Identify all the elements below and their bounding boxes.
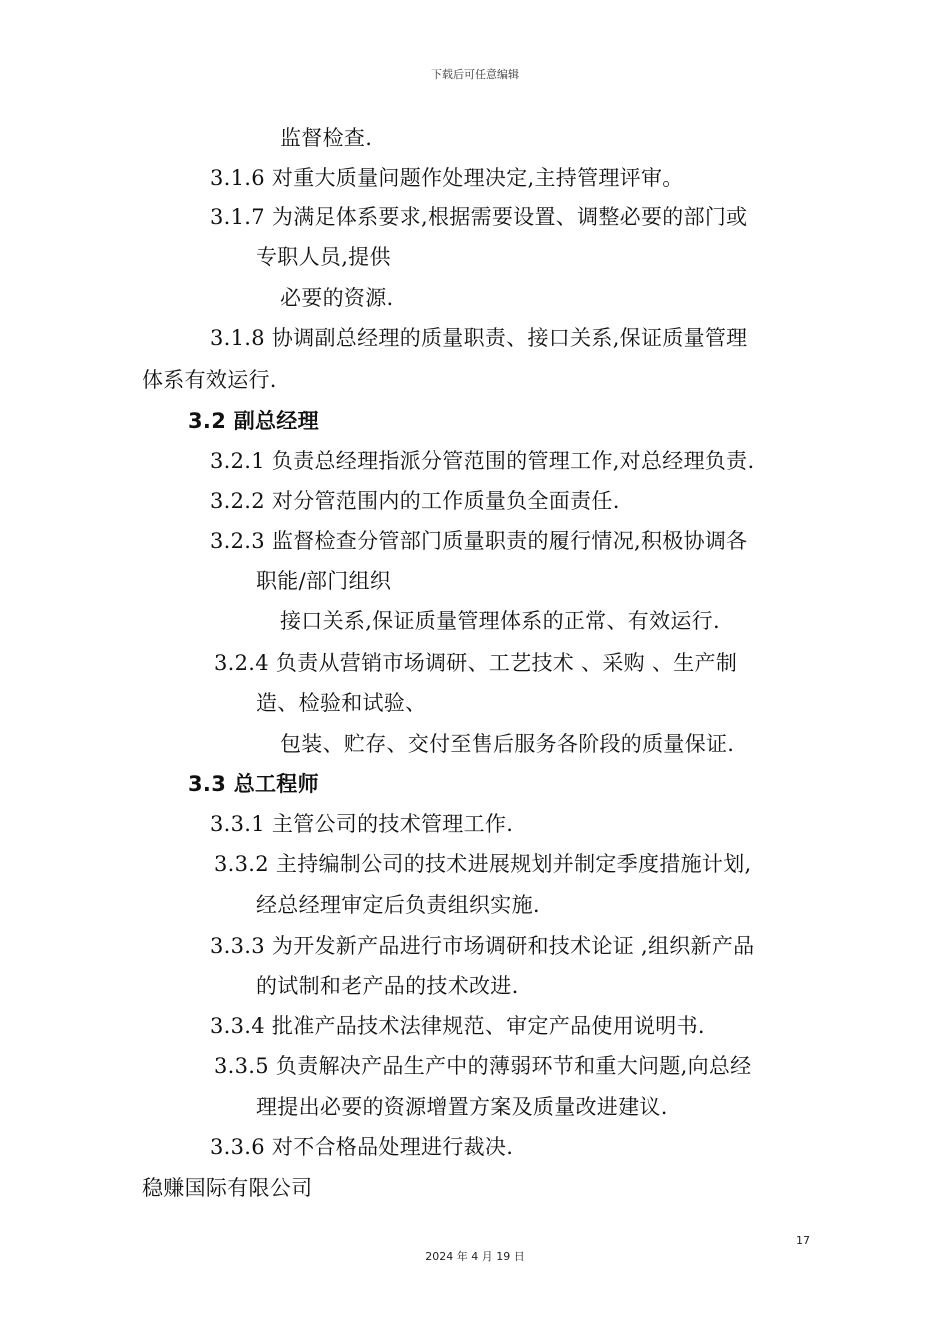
text-line: 职能/部门组织 (256, 569, 392, 593)
text-line: 3.1.7 为满足体系要求,根据需要设置、调整必要的部门或 (210, 205, 748, 229)
section-heading: 3.3 总工程师 (188, 772, 319, 796)
text-line: 3.3.2 主持编制公司的技术进展规划并制定季度措施计划, (214, 852, 752, 876)
text-line: 接口关系,保证质量管理体系的正常、有效运行. (280, 609, 720, 633)
text-line: 监督检查. (280, 126, 373, 150)
footer-date: 2024 年 4 月 19 日 (425, 1250, 525, 1263)
text-line: 3.2.3 监督检查分管部门质量职责的履行情况,积极协调各 (210, 529, 748, 553)
text-line: 造、检验和试验、 (256, 691, 427, 715)
text-line: 3.3.6 对不合格品处理进行裁决. (210, 1135, 514, 1159)
text-line: 3.3.1 主管公司的技术管理工作. (210, 812, 514, 836)
text-line: 3.1.6 对重大质量问题作处理决定,主持管理评审。 (210, 166, 684, 190)
text-line: 3.3.4 批准产品技术法律规范、审定产品使用说明书. (210, 1014, 705, 1038)
text-line: 包装、贮存、交付至售后服务各阶段的质量保证. (280, 732, 735, 756)
text-line: 3.1.8 协调副总经理的质量职责、接口关系,保证质量管理 (210, 326, 748, 350)
text-line: 3.2.4 负责从营销市场调研、工艺技术 、采购 、生产制 (214, 651, 738, 675)
text-line: 经总经理审定后负责组织实施. (256, 893, 540, 917)
company-name: 稳赚国际有限公司 (142, 1176, 313, 1200)
page-number: 17 (796, 1234, 810, 1247)
text-line: 的试制和老产品的技术改进. (256, 974, 519, 998)
text-line: 3.2.2 对分管范围内的工作质量负全面责任. (210, 489, 620, 513)
text-line: 必要的资源. (280, 286, 394, 310)
text-line: 3.3.5 负责解决产品生产中的薄弱环节和重大问题,向总经 (214, 1054, 752, 1078)
page-header-note: 下载后可任意编辑 (431, 68, 519, 81)
text-line: 3.2.1 负责总经理指派分管范围的管理工作,对总经理负责. (210, 449, 755, 473)
section-heading: 3.2 副总经理 (188, 409, 319, 433)
text-line: 专职人员,提供 (256, 245, 391, 269)
text-line: 3.3.3 为开发新产品进行市场调研和技术论证 ,组织新产品 (210, 934, 755, 958)
text-line: 体系有效运行. (142, 368, 277, 392)
text-line: 理提出必要的资源增置方案及质量改进建议. (256, 1095, 668, 1119)
